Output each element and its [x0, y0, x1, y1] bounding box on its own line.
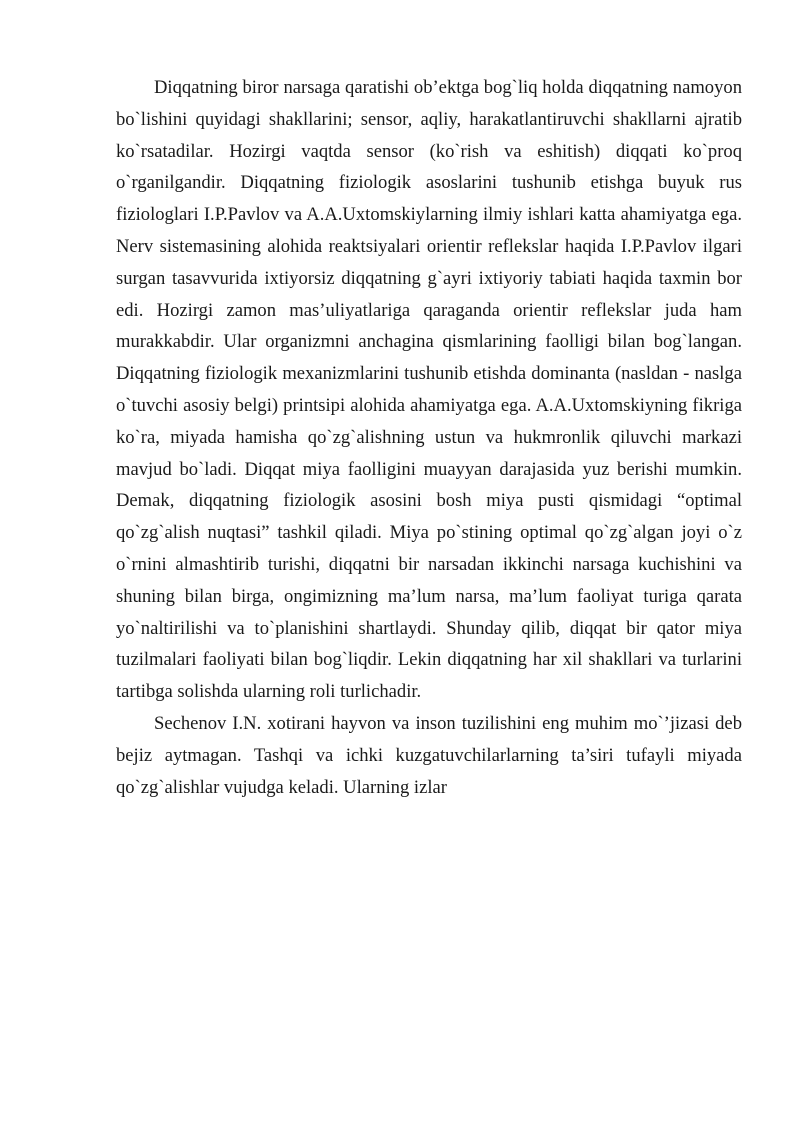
- paragraph-attention-physiology: Diqqatning biror narsaga qaratishi ob’ektga bog`liq holda diqqatning namoyon bo`lishini quyidagi shakllarini; sensor, aqliy, harakatlantiruvchi shakllarni ajratib ko`rsatadilar. Hozirgi vaqtda sensor (ko`rish va eshitish) diqqati ko`proq o`rganilgandir. Diqqatning fiziologik asoslarini tushunib etishga buyuk rus fiziologlari I.P.Pavlov va A.A.Uxtomskiylarning ilmiy ishlari katta ahamiyatga ega. Nerv sistemasining alohida reaktsiyalari orientir reflekslar haqida I.P.Pavlov ilgari surgan tasavvurida ixtiyorsiz diqqatning g`ayri ixtiyoriy tabiati haqida taxmin bor edi. Hozirgi zamon mas’uliyatlariga qaraganda orientir reflekslar juda ham murakkabdir. Ular organizmni anchagina qismlarining faolligi bilan bog`langan. Diqqatning fiziologik mexanizmlarini tushunib etishda dominanta (nasldan - naslga o`tuvchi asosiy belgi) printsipi alohida ahamiyatga ega. A.A.Uxtomskiyning fikriga ko`ra, miyada hamisha qo`zg`alishning ustun va hukmronlik qiluvchi markazi mavjud bo`ladi. Diqqat miya faolligini muayyan darajasida yuz berishi mumkin. Demak, diqqatning fiziologik asosini bosh miya pusti qismidagi “optimal qo`zg`alish nuqtasi” tashkil qiladi. Miya po`stining optimal qo`zg`algan joyi o`z o`rnini almashtirib turishi, diqqatni bir narsadan ikkinchi narsaga kuchishini va shuning bilan birga, ongimizning ma’lum narsa, ma’lum faoliyat turiga qarata yo`naltirilishi va to`planishini shartlaydi. Shunday qilib, diqqat bir qator miya tuzilmalari faoliyati bilan bog`liqdir. Lekin diqqatning har xil shakllari va turlarini tartibga solishda ularning roli turlichadir.: [116, 77, 742, 703]
- document-page: [116, 72, 742, 803]
- paragraph-memory-sechenov: Sechenov I.N. xotirani hayvon va inson tuzilishini eng muhim mo`’jizasi deb bejiz aytmagan. Tashqi va ichki kuzgatuvchilarlarning ta’siri tufayli miyada qo`zg`alishlar vujudga keladi. Ularning izlar: [116, 712, 742, 798]
